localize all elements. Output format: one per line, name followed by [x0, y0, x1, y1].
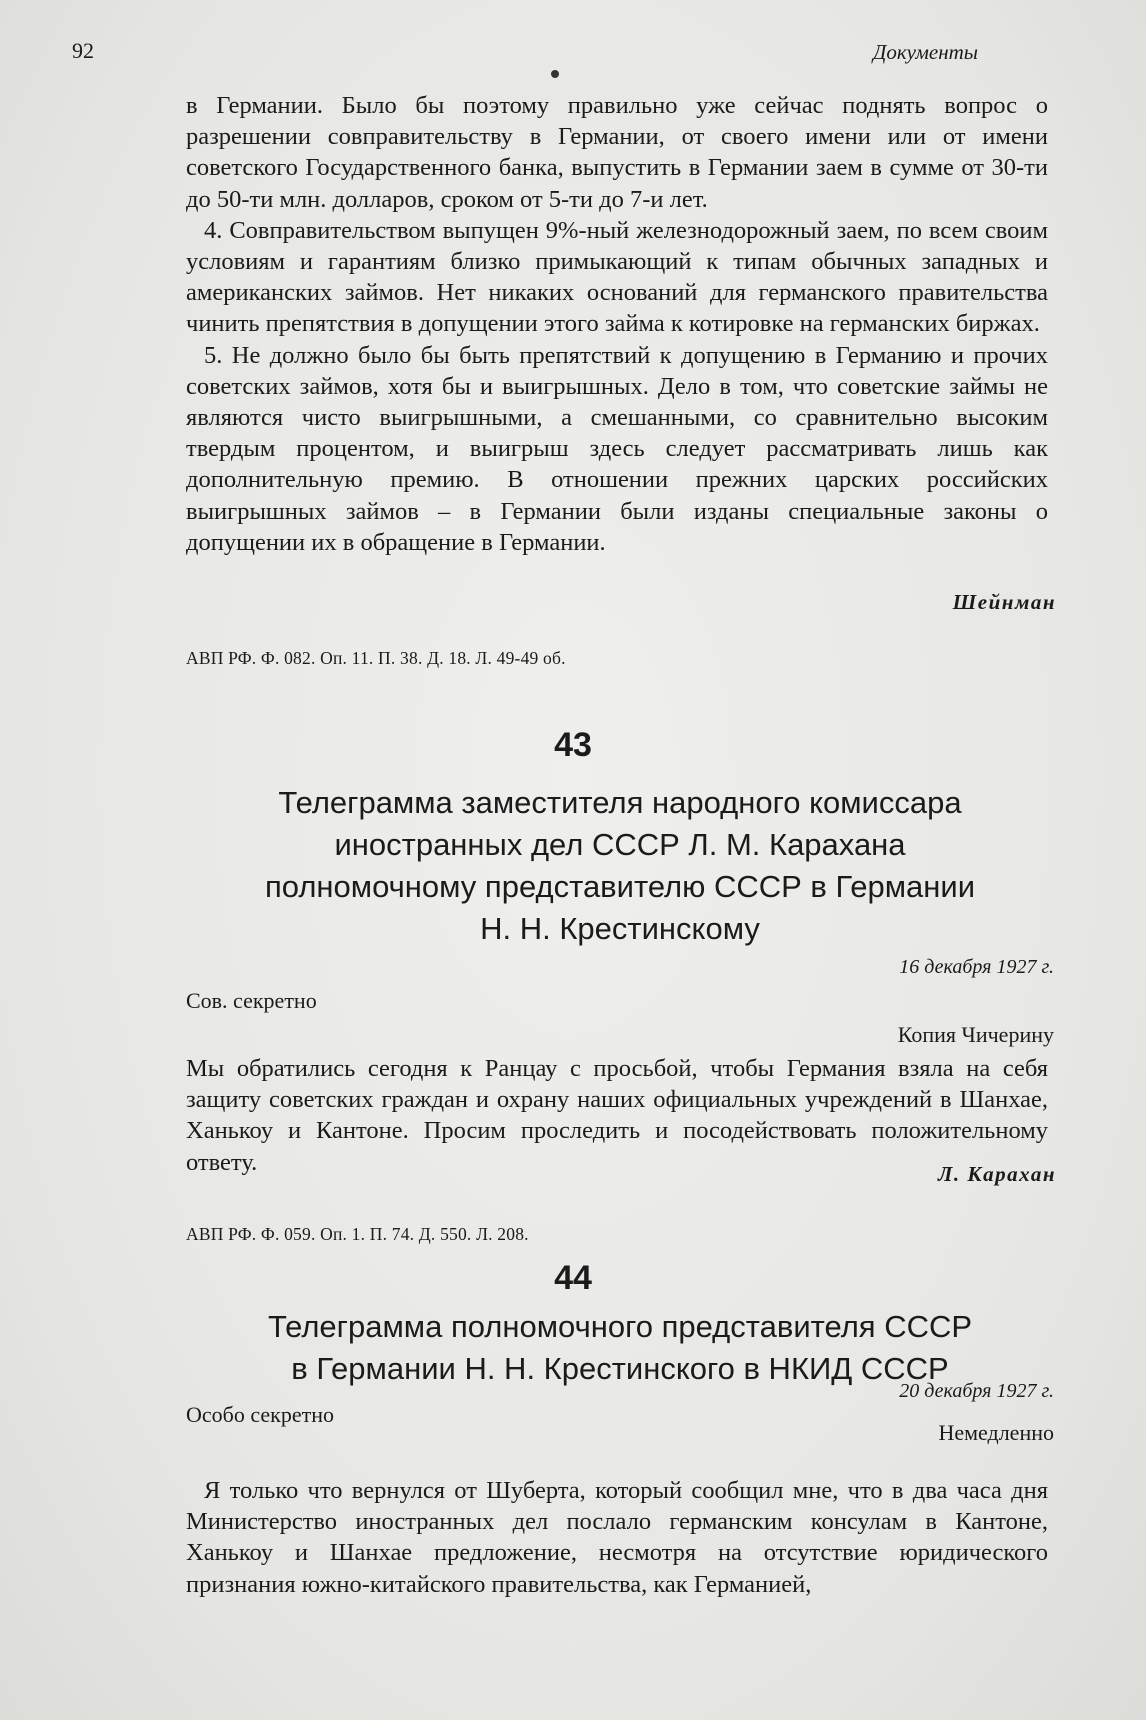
page-number: 92 [72, 38, 94, 63]
archive-reference: АВП РФ. Ф. 082. Оп. 11. П. 38. Д. 18. Л. 49-49 об. [186, 648, 566, 668]
paragraph: 5. Не должно было бы быть препятствий к допущению в Германию и прочих советских займов, хотя бы и выигрышных. Дело в том, что советские займы не являются чисто выигрышными, а смешанными, со сравнительно высоким твердым процентом, и выигрыш здесь следует рассматривать лишь как дополнительную премию. В отношении прежних царских российских выигрышных займов – в Германии были изданы специальные законы о допущении их в обращение в Германии. [186, 341, 1048, 556]
running-header: Документы [872, 40, 978, 64]
document-title [190, 782, 1050, 950]
title-line: в Германии Н. Н. Крестинского в НКИД СССР [291, 1351, 949, 1386]
document-number: 44 [554, 1259, 592, 1297]
document-number: 43 [554, 726, 592, 764]
copy-note: Копия Чичерину [897, 1022, 1054, 1047]
paragraph: Я только что вернулся от Шуберта, который сообщил мне, что в два часа дня Министерство иностранных дел послало германским консулам в Кантоне, Ханькоу и Шанхае предложение, несмотря на отсутствие юридического признания южно-китайского правительства, как Германией, [186, 1477, 1048, 1598]
classification-label: Особо секретно [186, 1402, 334, 1427]
document-date: 16 декабря 1927 г. [899, 956, 1054, 978]
document-date: 20 декабря 1927 г. [899, 1380, 1054, 1402]
title-line: Телеграмма полномочного представителя СССР [267, 1309, 973, 1344]
paragraph: в Германии. Было бы поэтому правильно уже сейчас поднять вопрос о разрешении совправительству в Германии, от своего имени или от имени советского Государственного банка, выпустить в Германии заем в сумме от 30-ти до 50-ти млн. долларов, сроком от 5-ти до 7-и лет. [186, 92, 1048, 213]
title-line: Телеграмма заместителя народного комиссара [278, 785, 962, 820]
title-line: полномочному представителю СССР в Германии [264, 869, 976, 904]
paragraph: 4. Совправительством выпущен 9%-ный железнодорожный заем, по всем своим условиям и гарантиям близко примыкающий к типам обычных западных и американских займов. Нет никаких оснований для германского правительства чинить препятствия в допущении этого займа к котировке на германских биржах. [186, 216, 1048, 338]
title-line: Н. Н. Крестинскому [480, 911, 760, 946]
title-line: иностранных дел СССР Л. М. Карахана [334, 827, 906, 862]
document-body [186, 1053, 1048, 1178]
document-body [186, 1475, 1048, 1600]
paragraph: Мы обратились сегодня к Ранцау с просьбой, чтобы Германия взяла на себя защиту советских граждан и охрану наших официальных учреждений в Шанхае, Ханькоу и Кантоне. Просим проследить и посодействовать положительному ответу. [186, 1055, 1048, 1176]
continuation-text [186, 90, 1048, 558]
document-title [190, 1306, 1050, 1390]
urgency-note: Немедленно [938, 1420, 1054, 1445]
signature-karakhan: Л. Карахан [937, 1162, 1056, 1186]
archive-reference: АВП РФ. Ф. 059. Оп. 1. П. 74. Д. 550. Л. 208. [186, 1224, 529, 1244]
signature-sheinman: Шейнман [952, 590, 1056, 614]
ink-dot [551, 70, 559, 78]
classification-label: Сов. секретно [186, 988, 317, 1013]
